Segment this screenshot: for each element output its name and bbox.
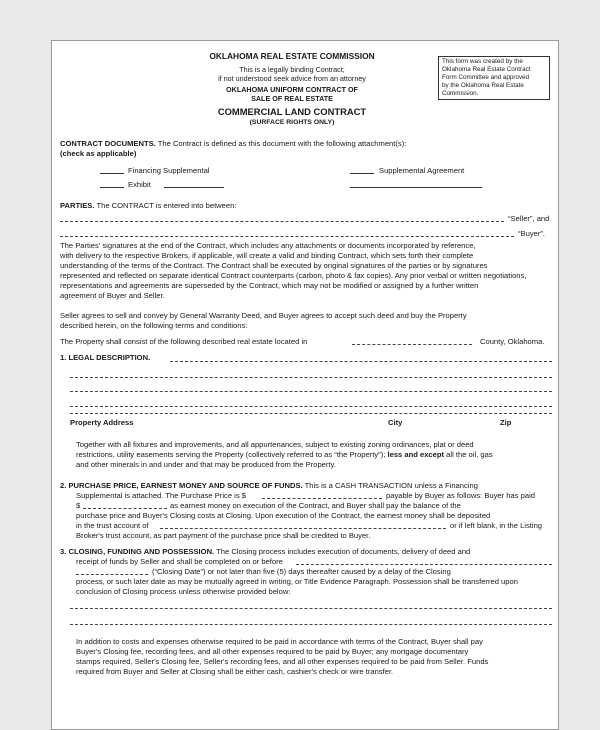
possession-terms-field-2[interactable] [70,624,552,625]
purchase-price-text: Broker's trust account, as part payment of the purchase price shall be credited to Buyer. [76,531,371,540]
purchase-price-text: in the trust account of [76,521,149,530]
section-number: 2. [60,481,67,490]
purchase-price-text: Supplemental is attached. The Purchase Price is $ [76,491,246,500]
parties-heading: PARTIES. [60,201,95,210]
seller-label: “Seller”, and [508,214,550,223]
exhibit-label: Exhibit [128,180,151,189]
earnest-money-field[interactable] [83,508,167,509]
closing-date-field[interactable] [296,564,552,565]
property-address-field[interactable] [70,413,552,414]
signatures-paragraph [60,241,554,301]
check-as-applicable-note: (check as applicable) [60,149,137,158]
closing-costs-paragraph [76,637,554,677]
purchase-price-text: as earnest money on execution of the Contract, and Buyer shall pay the balance of the [170,501,461,510]
form-name-line1: OKLAHOMA UNIFORM CONTRACT OF [226,85,358,94]
closing-text: receipt of funds by Seller and shall be completed on or before [76,557,283,566]
exhibit-blank[interactable] [164,187,224,188]
purchase-price-text: This is a CASH TRANSACTION unless a Financing [304,481,478,490]
city-label: City [388,418,403,427]
closing-text: conclusion of Closing process unless otherwise provided below: [76,587,291,596]
text-line: agreement of Buyer and Seller. [60,291,165,300]
contract-documents-heading: CONTRACT DOCUMENTS. [60,139,156,148]
text-line: described herein, on the following terms and conditions: [60,321,248,330]
closing-text: The Closing process includes execution of documents, delivery of deed and [216,547,471,556]
contract-subtitle: (SURFACE RIGHTS ONLY) [249,119,335,126]
earnest-dollar-sign: $ [76,501,81,510]
legal-description-field-1[interactable] [170,361,552,362]
form-name-line2: SALE OF REAL ESTATE [251,94,333,103]
closing-text: (“Closing Date”) or not later than five (5) days thereafter caused by a delay of the Closing [152,567,451,576]
financing-supplemental-label: Financing Supplemental [128,166,210,175]
less-and-except: less and except [387,450,445,459]
contract-documents-text: The Contract is defined as this document with the following attachment(s): [157,139,407,148]
buyer-name-field[interactable] [60,236,514,237]
text-line: Buyer's Closing fee, recording fees, and all other expenses required to be paid by Buyer; any mortgage documentary [76,647,469,656]
text-line: with delivery to the respective Brokers, if applicable, will create a valid and binding Contract, which sets forth their complete [60,251,474,260]
legal-description-field-4[interactable] [70,406,552,407]
legal-description-field-2[interactable] [70,377,552,378]
contract-page [51,40,559,730]
binding-notice-line2: if not understood seek advice from an attorney [218,74,366,83]
binding-notice-line1: This is a legally binding Contract; [239,65,345,74]
text-line: stamps required, Seller's Closing fee, Seller's recording fees, and all other expenses required to be paid from Seller. Funds [76,657,489,666]
commission-heading: OKLAHOMA REAL ESTATE COMMISSION [209,51,375,61]
text-line: In addition to costs and expenses otherwise required to be paid in accordance with terms of the Contract, Buyer shall pay [76,637,483,646]
closing-heading: CLOSING, FUNDING AND POSSESSION. [68,547,215,556]
fixtures-text: restrictions, utility easements serving the Property (collectively referred to as “the Property”); [76,450,386,459]
closing-line1 [60,547,554,557]
closing-date-continued-field[interactable] [76,574,148,575]
purchase-price-field[interactable] [262,498,382,499]
notice-line: This form was created by the [442,58,523,65]
property-address-label: Property Address [70,418,134,427]
zip-label: Zip [500,418,512,427]
purchase-price-text: payable by Buyer as follows: Buyer has paid [386,491,536,500]
fixtures-text: all the oil, gas [446,450,493,459]
form-approval-notice [438,56,550,100]
buyer-label: “Buyer”. [518,229,546,238]
trust-account-holder-field[interactable] [160,528,446,529]
convey-paragraph [60,311,554,331]
text-line [76,450,554,460]
notice-line: by the Oklahoma Real Estate [442,82,524,89]
closing-text: process, or such later date as may be mutually agreed in writing, or Title Evidence Paragraph. Possession shall be transferred upon [76,577,518,586]
parties-line [60,201,236,211]
county-label: County, Oklahoma. [480,337,545,346]
section-number: 3. [60,547,67,556]
county-field[interactable] [352,344,472,345]
parties-text: The CONTRACT is entered into between: [96,201,237,210]
contract-documents-line [60,139,554,149]
financing-supplemental-checkbox-line[interactable] [100,173,124,174]
notice-line: Commission. [442,90,479,97]
text-line: Together with all fixtures and improvements, and all appurtenances, subject to existing zoning ordinances, plat or deed [76,440,474,449]
supplemental-agreement-checkbox-line[interactable] [350,173,374,174]
notice-line: Form Committee and approved [442,74,530,81]
purchase-price-heading: PURCHASE PRICE, EARNEST MONEY AND SOURCE OF FUNDS. [68,481,303,490]
notice-line: Oklahoma Real Estate Contract [442,66,531,73]
seller-name-field[interactable] [60,221,504,222]
exhibit-checkbox-line[interactable] [100,187,124,188]
section-number: 1. [60,353,67,362]
text-line: required from Buyer and Seller at Closing shall be either cash, cashier's check or wire transfer. [76,667,394,676]
text-line: and other minerals in and under and that may be produced from the Property. [76,460,336,469]
other-attachment-blank[interactable] [350,187,482,188]
supplemental-agreement-label: Supplemental Agreement [379,166,465,175]
purchase-price-text: purchase price and Buyer's Closing costs at Closing. Upon execution of the Contract, the earnest money shall be deposited [76,511,491,520]
legal-description-title: LEGAL DESCRIPTION. [68,353,151,362]
possession-terms-field-1[interactable] [70,608,552,609]
text-line: understanding of the terms of the Contract. The Contract shall be executed by original signatures of the parties or by signatures [60,261,488,270]
fixtures-paragraph [76,440,554,470]
purchase-price-line1 [60,481,554,491]
text-line: represented and reflected on separate identical Contract counterparts (carbon, photo & fax copies). Any prior verbal or written negotiations, [60,271,527,280]
legal-description-heading [60,353,150,363]
text-line: The Parties' signatures at the end of the Contract, which includes any attachments or documents incorporated by reference, [60,241,476,250]
text-line: representations and agreements are superseded by the Contract, which may not be modified or assigned by a further written [60,281,479,290]
text-line: Seller agrees to sell and convey by General Warranty Deed, and Buyer agrees to accept such deed and buy the Property [60,311,467,320]
legal-description-field-3[interactable] [70,391,552,392]
contract-title: COMMERCIAL LAND CONTRACT [217,106,367,117]
property-location-label: The Property shall consist of the following described real estate located in [60,337,308,346]
purchase-price-text: or if left blank, in the Listing [450,521,543,530]
